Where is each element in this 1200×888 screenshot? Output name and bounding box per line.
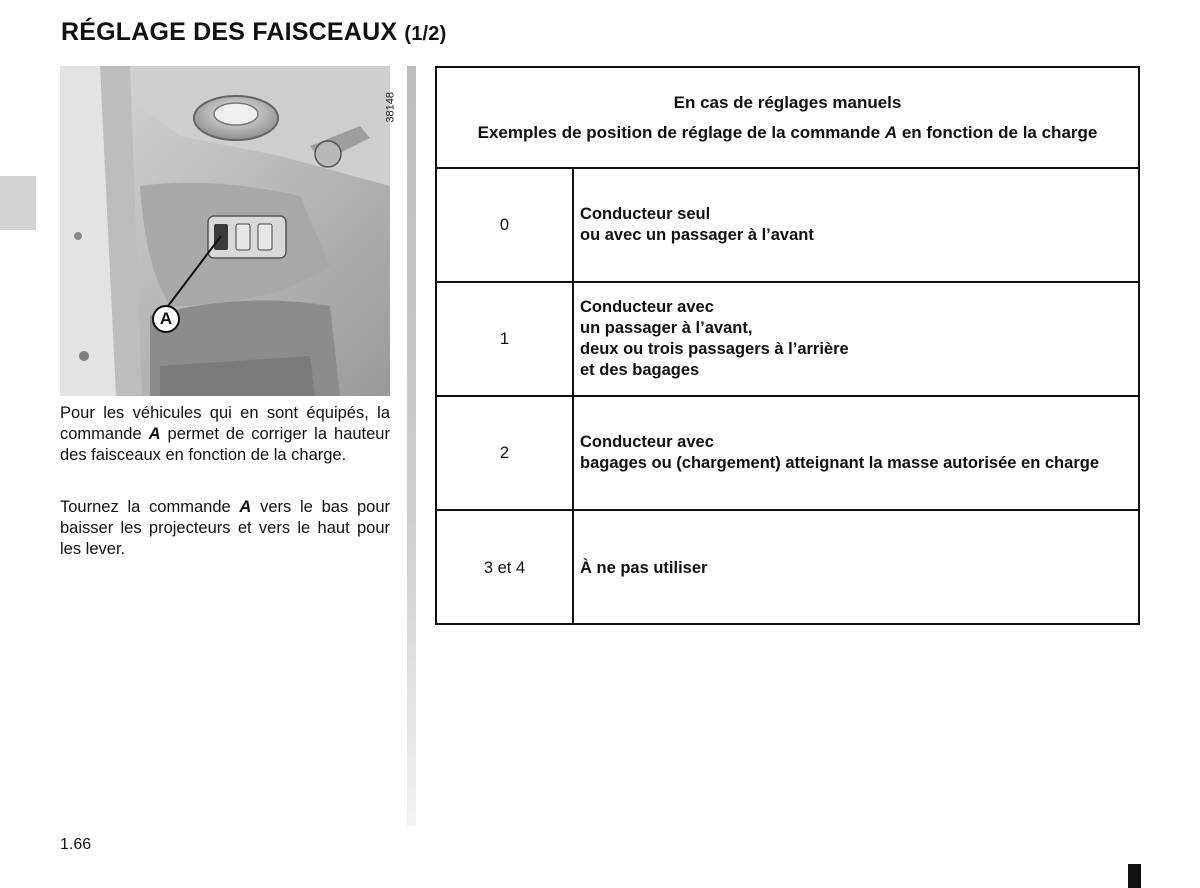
- description-line: et des bagages: [580, 361, 700, 379]
- description-line: ou avec un passager à l’avant: [580, 226, 814, 244]
- table-header-line1: En cas de réglages manuels: [673, 92, 902, 112]
- description-line: bagages ou (chargement) atteignant la masse autorisée en charge: [580, 454, 1099, 472]
- position-cell: 1: [437, 283, 574, 395]
- position-cell: 0: [437, 169, 574, 281]
- section-tab: [0, 176, 36, 230]
- page-title: [61, 18, 446, 47]
- page-number: 1.66: [60, 836, 92, 853]
- dashboard-illustration: [60, 66, 390, 396]
- position-cell: 2: [437, 397, 574, 509]
- p1-text-end: permet de corriger la hauteur des faisceaux en fonction de la charge.: [60, 425, 390, 464]
- p2-text: Tournez la commande: [60, 498, 240, 516]
- p1-text: Pour les véhicules qui en sont équipés, la commande: [60, 404, 390, 443]
- p1-emph: A: [148, 425, 161, 443]
- paragraph-intro: [60, 403, 390, 466]
- description-line: Conducteur seul: [580, 205, 711, 223]
- position-cell: 3 et 4: [437, 511, 574, 625]
- figure-reference: 38148: [385, 92, 397, 123]
- column-divider: [407, 66, 416, 826]
- table-row: [437, 511, 1138, 625]
- table-row: [437, 283, 1138, 397]
- callout-a: A: [152, 305, 180, 333]
- page-title-text: RÉGLAGE DES FAISCEAUX: [61, 18, 398, 46]
- description-cell: [580, 511, 1118, 625]
- description-line: Conducteur avec: [580, 298, 714, 316]
- header-line2-emph: A: [884, 122, 898, 142]
- table-header: [437, 68, 1138, 169]
- table-header-line2: [478, 118, 1098, 148]
- paragraph-instructions: [60, 497, 390, 560]
- description-line: un passager à l’avant,: [580, 319, 753, 337]
- description-cell: [580, 169, 1118, 281]
- description-cell: [580, 283, 1118, 395]
- table-row: [437, 397, 1138, 511]
- description-line: Conducteur avec: [580, 433, 714, 451]
- dashboard-photo: [60, 66, 397, 396]
- page-title-suffix: (1/2): [404, 23, 447, 45]
- description-line: deux ou trois passagers à l’arrière: [580, 340, 849, 358]
- corner-mark: [1128, 864, 1141, 888]
- header-line2-end: en fonction de la charge: [897, 122, 1098, 142]
- description-line: À ne pas utiliser: [580, 558, 708, 577]
- p2-emph: A: [239, 498, 252, 516]
- settings-table: [435, 66, 1140, 625]
- p2-text-end: vers le bas pour baisser les projecteurs et vers le haut pour les lever.: [60, 498, 390, 558]
- header-line2-start: Exemples de position de réglage de la commande: [477, 122, 885, 142]
- table-row: [437, 169, 1138, 283]
- description-cell: [580, 397, 1118, 509]
